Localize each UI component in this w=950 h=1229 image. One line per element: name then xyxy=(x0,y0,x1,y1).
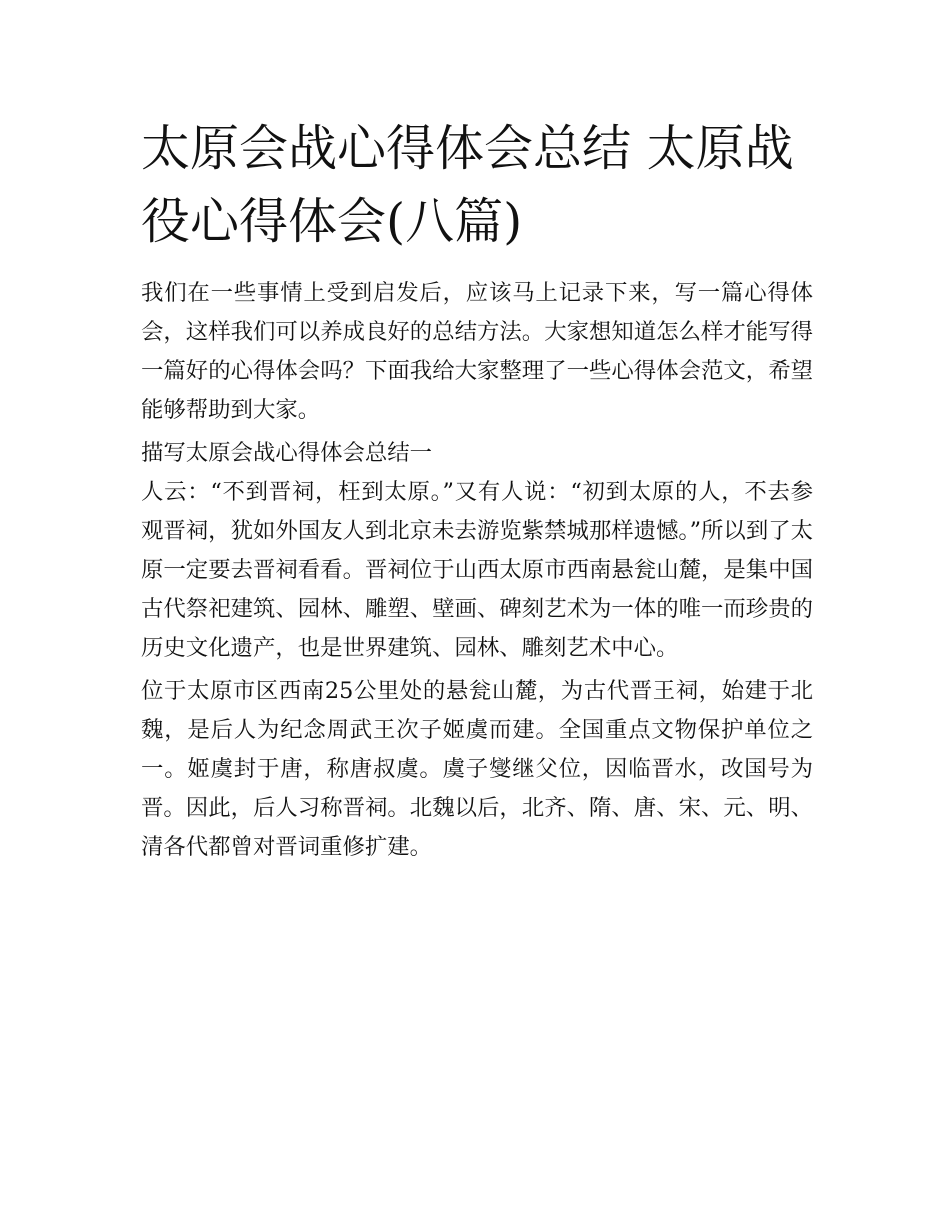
section-heading: 描写太原会战心得体会总结一 xyxy=(141,440,433,466)
intro-paragraph: 我们在一些事情上受到启发后，应该马上记录下来，写一篇心得体会，这样我们可以养成良好的总结方法。大家想知道怎么样才能写得一篇好的心得体会吗？下面我给大家整理了一些心得体会范文，希望能够帮助到大家。 xyxy=(141,280,813,423)
body-paragraph-1: 人云：“不到晋祠，枉到太原。”又有人说：“初到太原的人，不去参观晋祠，犹如外国友人到北京未去游览紫禁城那样遗憾。”所以到了太原一定要去晋祠看看。晋祠位于山西太原市西南悬瓮山麓，是集中国古代祭祀建筑、园林、雕塑、壁画、碑刻艺术为一体的唯一而珍贵的历史文化遗产，也是世界建筑、园林、雕刻艺术中心。 xyxy=(141,479,813,661)
document-body xyxy=(141,274,813,867)
document-title: 太原会战心得体会总结 太原战役心得体会(八篇) xyxy=(141,120,794,250)
document-content xyxy=(141,112,813,867)
body-paragraph-2: 位于太原市区西南25公里处的悬瓮山麓，为古代晋王祠，始建于北魏，是后人为纪念周武王次子姬虞而建。全国重点文物保护单位之一。姬虞封于唐，称唐叔虞。虞子燮继父位，因临晋水，改国号为晋。因此，后人习称晋祠。北魏以后，北齐、隋、唐、宋、元、明、清各代都曾对晋词重修扩建。 xyxy=(141,678,813,860)
